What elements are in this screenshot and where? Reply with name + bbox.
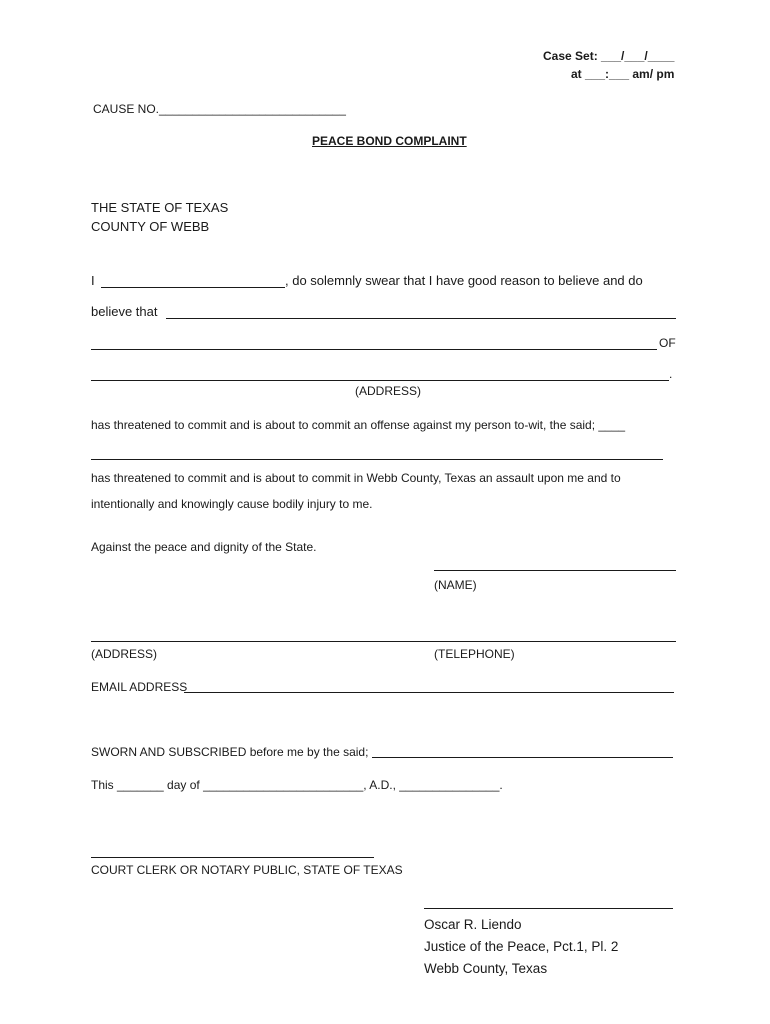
- against-peace-statement: Against the peace and dignity of the State.: [91, 540, 317, 554]
- complainant-address-line: [91, 641, 676, 642]
- believe-that-label: believe that: [91, 304, 158, 319]
- case-time-field: at ___:___ am/ pm: [571, 67, 675, 81]
- jurisdiction-state: THE STATE OF TEXAS: [91, 200, 229, 215]
- affiant-name-blank: [101, 287, 285, 288]
- telephone-label: (TELEPHONE): [434, 647, 515, 661]
- of-label: OF: [659, 336, 676, 350]
- address-caption: (ADDRESS): [355, 384, 422, 398]
- swear-statement: , do solemnly swear that I have good reason to believe and do: [285, 273, 643, 288]
- threat-description-blank: [91, 459, 663, 460]
- defendant-name-blank-2: [91, 349, 657, 350]
- sworn-subscribed-text: SWORN AND SUBSCRIBED before me by the said;: [91, 745, 369, 759]
- judge-county: Webb County, Texas: [424, 961, 548, 976]
- address-period: .: [669, 367, 673, 381]
- threat-statement-1: has threatened to commit and is about to commit an offense against my person to-wit, the said; ____: [91, 418, 626, 432]
- clerk-signature-line: [91, 857, 374, 858]
- judge-name: Oscar R. Liendo: [424, 917, 522, 932]
- document-title: PEACE BOND COMPLAINT: [312, 134, 467, 148]
- sworn-by-blank: [372, 757, 673, 758]
- address-label: (ADDRESS): [91, 647, 158, 661]
- jurisdiction-county: COUNTY OF WEBB: [91, 219, 210, 234]
- case-set-field: Case Set: ___/___/____: [543, 49, 675, 63]
- email-label: EMAIL ADDRESS: [91, 680, 188, 694]
- cause-number-field: CAUSE NO.____________________________: [93, 102, 346, 116]
- complainant-name-line: [434, 570, 676, 571]
- email-blank: [184, 692, 674, 693]
- judge-signature-line: [424, 908, 673, 909]
- name-label: (NAME): [434, 578, 477, 592]
- threat-statement-3: intentionally and knowingly cause bodily injury to me.: [91, 497, 373, 511]
- defendant-name-blank: [166, 318, 676, 319]
- judge-title: Justice of the Peace, Pct.1, Pl. 2: [424, 939, 619, 954]
- defendant-address-blank: [91, 380, 669, 381]
- swear-start: I: [91, 273, 95, 288]
- this-day-line: This _______ day of ________________________, A.D., _______________.: [91, 778, 503, 792]
- clerk-label: COURT CLERK OR NOTARY PUBLIC, STATE OF TEXAS: [91, 863, 403, 877]
- threat-statement-2: has threatened to commit and is about to commit in Webb County, Texas an assault upon me and to: [91, 471, 621, 485]
